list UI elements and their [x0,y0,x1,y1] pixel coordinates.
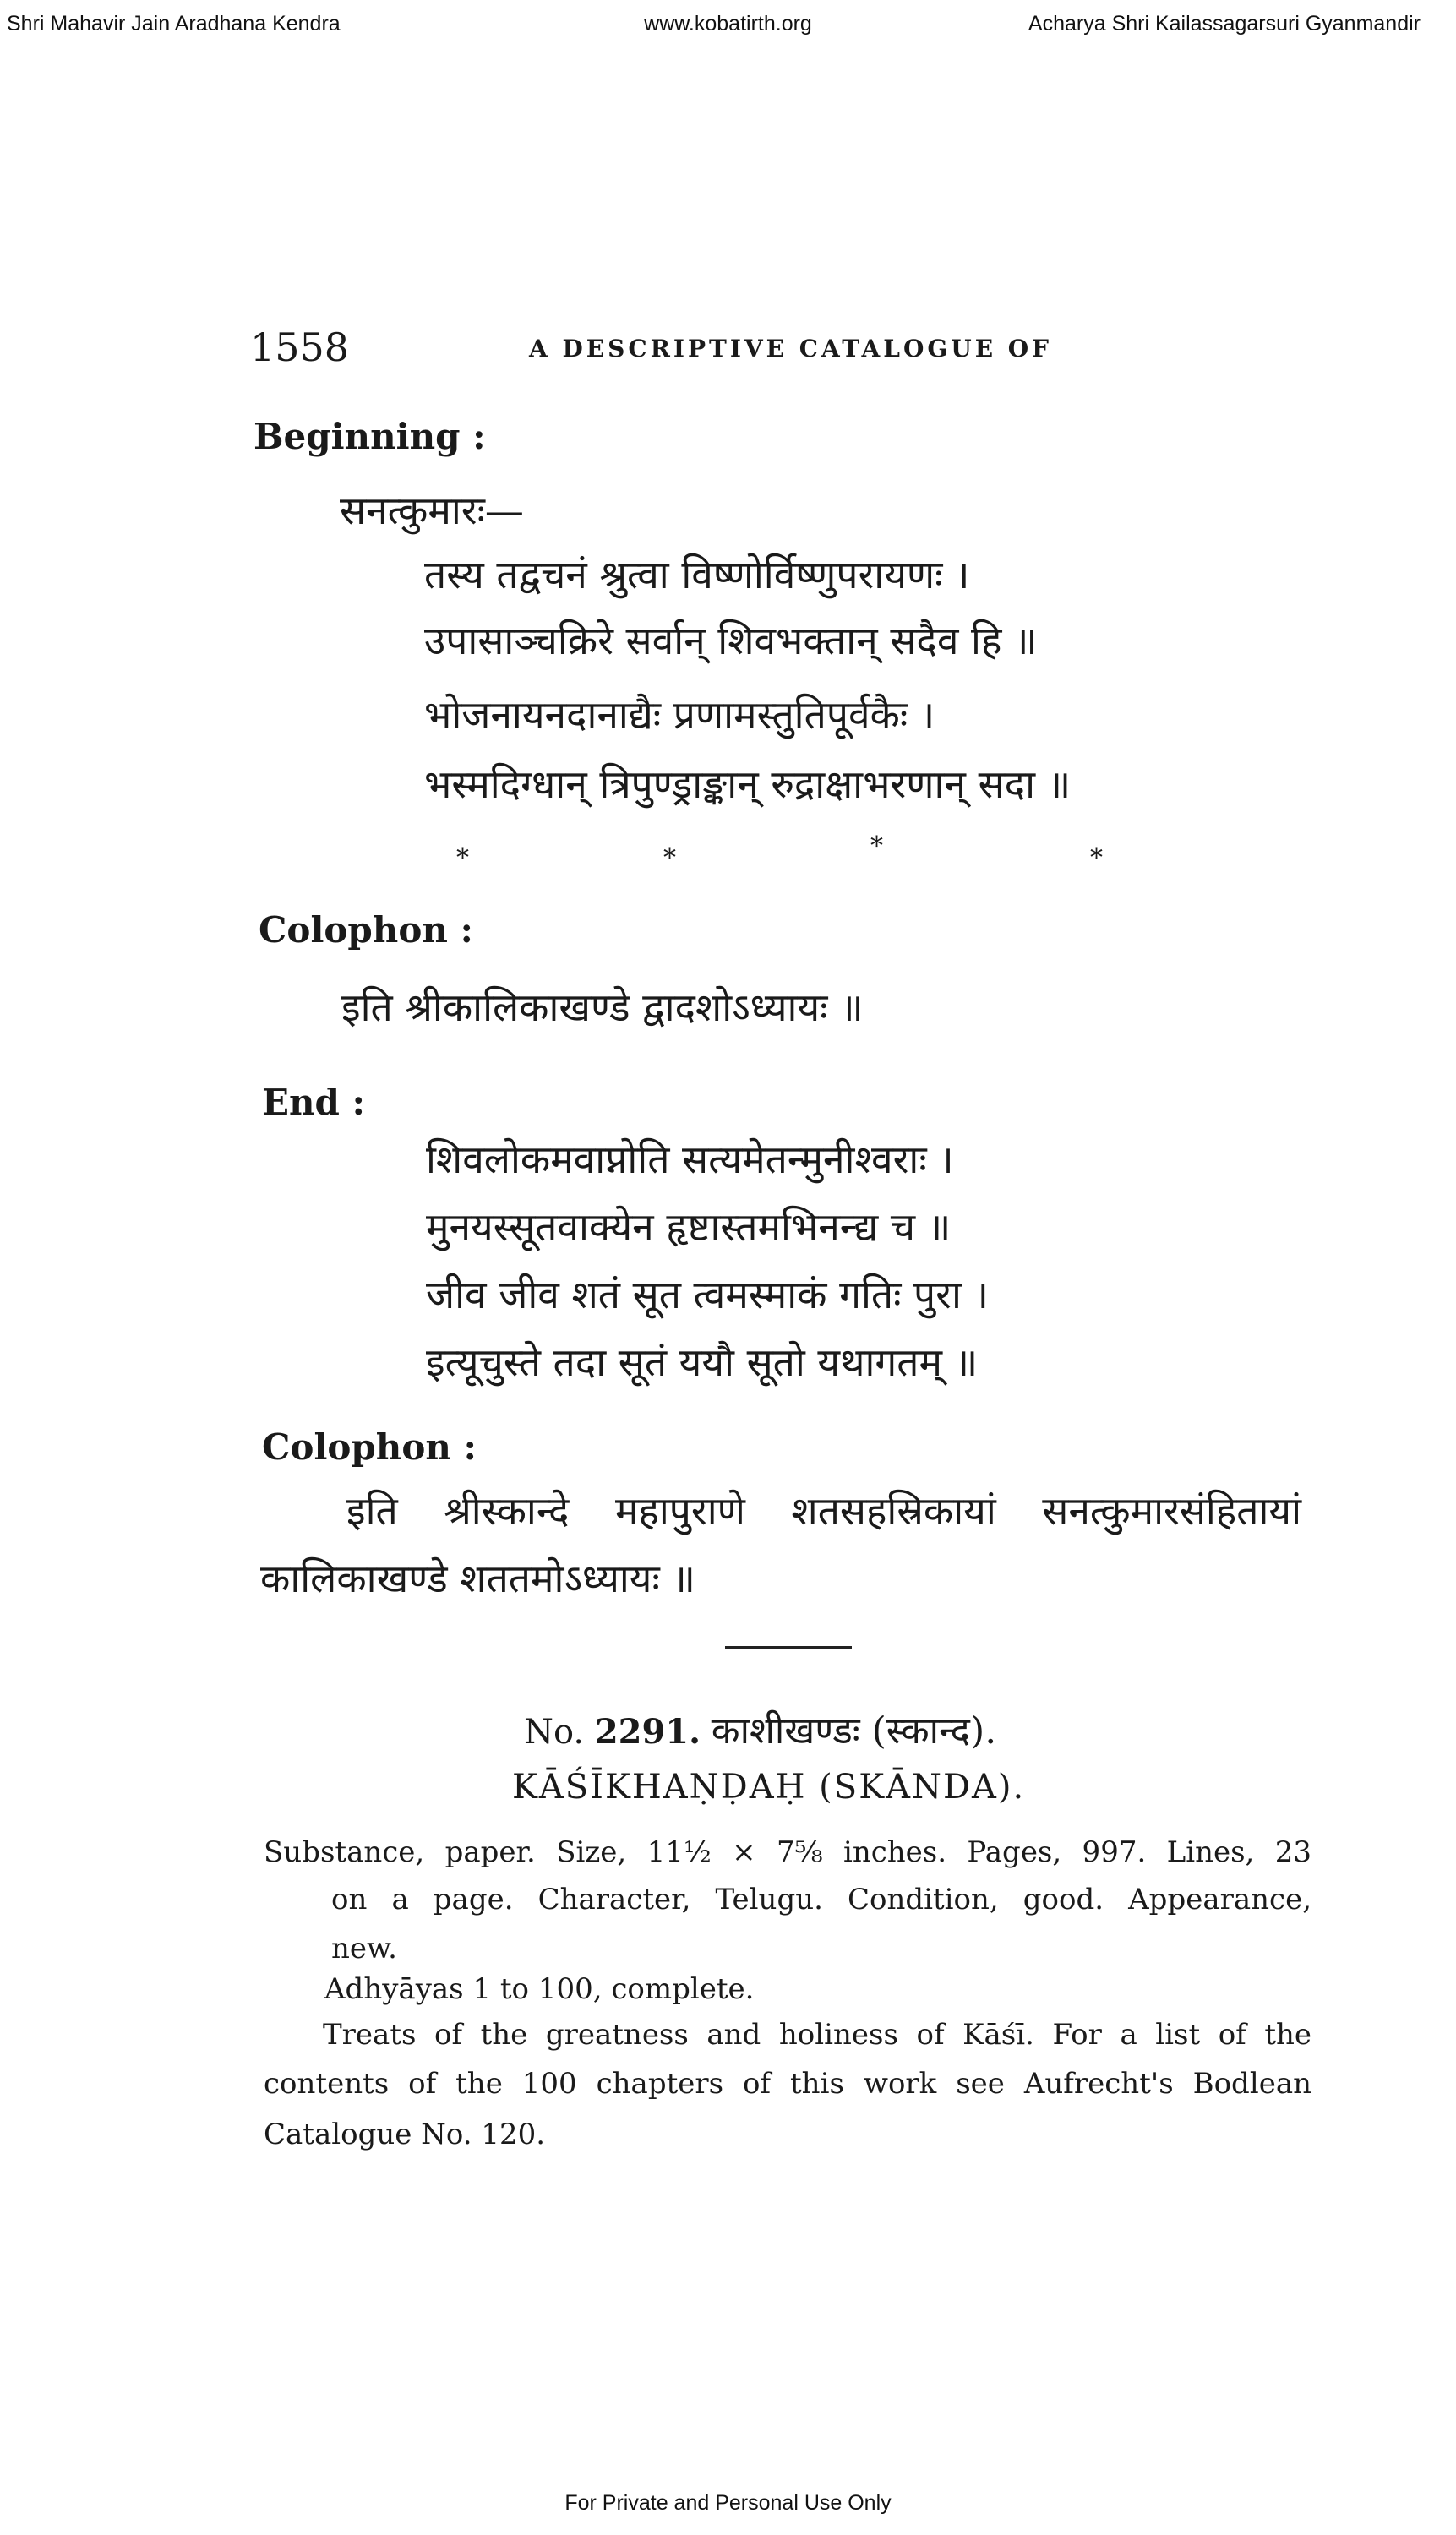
end-verse-3: जीव जीव शतं सूत त्वमस्माकं गतिः पुरा । [426,1272,989,1317]
site-footer: For Private and Personal Use Only [564,2491,892,2515]
entry-number: 2291. [594,1712,701,1752]
beginning-verse-3: भोजनायनदानाद्यैः प्रणामस्तुतिपूर्वकैः । [424,692,935,738]
header-right: Acharya Shri Kailassagarsuri Gyanmandir [1028,12,1421,35]
colophon-2-line-2: कालिकाखण्डे शततमोऽध्यायः ॥ [260,1556,695,1601]
beginning-speaker: सनत्कुमारः— [340,488,524,533]
adhyayas-line: Adhyāyas 1 to 100, complete. [324,1972,755,2006]
section-divider [725,1646,852,1649]
entry-number-prefix: No. [524,1713,585,1752]
substance-line-2: on a page. Character, Telugu. Condition, good. Appearance, [331,1883,1311,1916]
beginning-verse-4: भस्मदिग्धान् त्रिपुण्ड्राङ्कान् रुद्राक्षाभरणान् सदा ॥ [424,761,1072,807]
colophon-1-text: इति श्रीकालिकाखण्डे द्वादशोऽध्यायः ॥ [341,984,864,1030]
section-stars [448,831,1124,877]
running-title: A DESCRIPTIVE CATALOGUE OF [529,335,1053,363]
star-4: * [1090,843,1103,873]
entry-title-roman: KĀŚĪKHAṆḌAḤ (SKĀNDA). [512,1768,1026,1807]
end-verse-1: शिवलोकमवाप्नोति सत्यमेतन्मुनीश्वराः । [426,1137,954,1182]
colophon-1-label: Colophon : [259,909,473,951]
treats-line-1: Treats of the greatness and holiness of Kāśī. For a list of the [323,2018,1311,2052]
beginning-verse-2: उपासाञ्चक्रिरे सर्वान् शिवभक्तान् सदैव हि ॥ [424,618,1038,663]
treats-line-3: Catalogue No. 120. [264,2118,546,2151]
beginning-verse-1: तस्य तद्वचनं श्रुत्वा विष्णोर्विष्णुपरायणः । [424,552,970,597]
beginning-label: Beginning : [254,416,486,457]
treats-line-2: contents of the 100 chapters of this work see Aufrecht's Bodlean [264,2067,1311,2101]
end-verse-4: इत्यूचुस्ते तदा सूतं ययौ सूतो यथागतम् ॥ [426,1339,979,1385]
entry-title-devanagari: काशीखण्डः (स्कान्द). [711,1709,997,1753]
star-2: * [663,843,676,873]
page-number: 1558 [250,324,350,370]
colophon-2-label: Colophon : [262,1426,477,1468]
entry-heading [524,1704,996,1754]
running-head [250,324,1349,375]
substance-line-1: Substance, paper. Size, 11½ × 7⅝ inches. Pages, 997. Lines, 23 [264,1835,1311,1869]
colophon-2-line-1: इति श्रीस्कान्दे महापुराणे शतसहस्रिकायां सनत्कुमारसंहितायां [346,1488,1301,1534]
substance-line-3: new. [331,1932,397,1965]
star-1: * [456,843,469,873]
end-label: End : [262,1082,366,1123]
star-3: * [870,831,883,861]
site-header [0,12,1456,46]
header-left: Shri Mahavir Jain Aradhana Kendra [7,12,341,35]
header-center: www.kobatirth.org [644,12,812,35]
end-verse-2: मुनयस्सूतवाक्येन हृष्टास्तमभिनन्द्य च ॥ [426,1204,952,1250]
